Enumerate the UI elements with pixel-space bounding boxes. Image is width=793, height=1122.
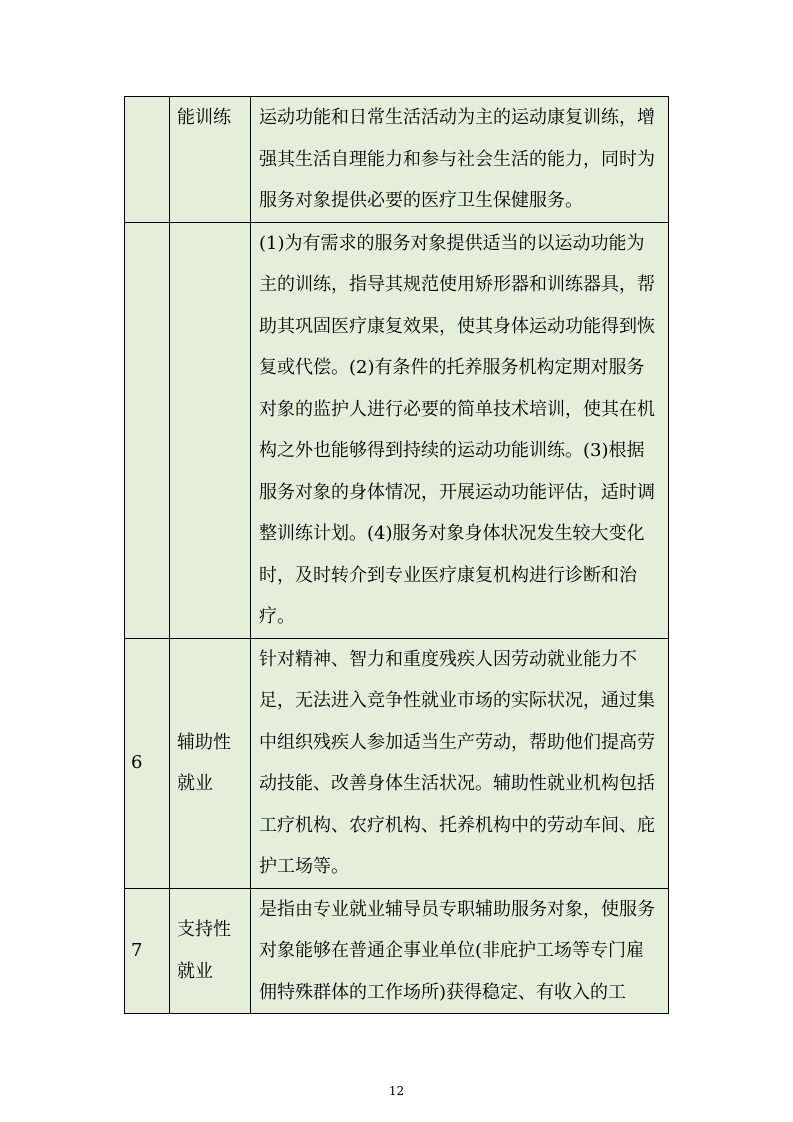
table-row [125, 97, 669, 223]
service-content-table [124, 96, 669, 1014]
row-number-cell [125, 97, 170, 223]
service-description-cell: 运动功能和日常生活活动为主的运动康复训练，增强其生活自理能力和参与社会生活的能力，同时为服务对象提供必要的医疗卫生保健服务。 [251, 97, 669, 223]
service-item-cell: 支持性就业 [170, 888, 251, 1014]
service-item-cell: 辅助性就业 [170, 638, 251, 888]
table-row [125, 638, 669, 888]
row-number-cell [125, 222, 170, 638]
service-item-cell [170, 222, 251, 638]
service-description-cell: (1)为有需求的服务对象提供适当的以运动功能为主的训练，指导其规范使用矫形器和训练器具，帮助其巩固医疗康复效果，使其身体运动功能得到恢复或代偿。(2)有条件的托养服务机构定期对服务对象的监护人进行必要的简单技术培训，使其在机构之外也能够得到持续的运动功能训练。(3)根据服务对象的身体情况，开展运动功能评估，适时调整训练计划。(4)服务对象身体状况发生较大变化时，及时转介到专业医疗康复机构进行诊断和治疗。 [251, 222, 669, 638]
table-row [125, 888, 669, 1014]
row-number-cell: 7 [125, 888, 170, 1014]
service-description-cell: 是指由专业就业辅导员专职辅助服务对象，使服务对象能够在普通企事业单位(非庇护工场等专门雇佣特殊群体的工作场所)获得稳定、有收入的工 [251, 888, 669, 1014]
page-number: 12 [388, 1084, 405, 1098]
row-number-cell: 6 [125, 638, 170, 888]
service-description-cell: 针对精神、智力和重度残疾人因劳动就业能力不足，无法进入竞争性就业市场的实际状况，通过集中组织残疾人参加适当生产劳动，帮助他们提高劳动技能、改善身体生活状况。辅助性就业机构包括工疗机构、农疗机构、托养机构中的劳动车间、庇护工场等。 [251, 638, 669, 888]
service-item-cell: 能训练 [170, 97, 251, 223]
table-row [125, 222, 669, 638]
